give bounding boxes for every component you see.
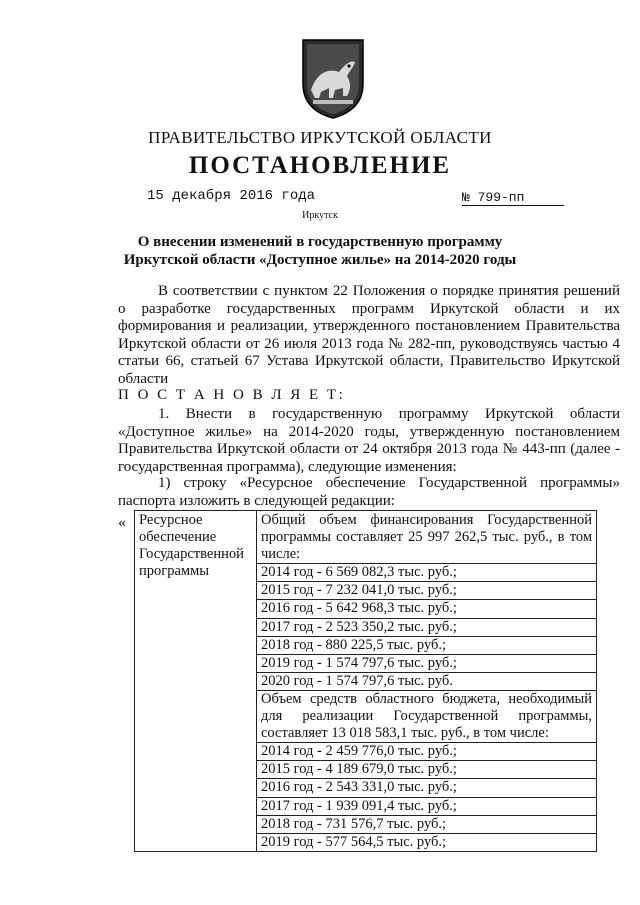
decree-word: П О С Т А Н О В Л Я Е Т: (118, 387, 346, 403)
total-year-row: 2020 год - 1 574 797,6 тыс. руб. (257, 673, 596, 691)
government-name: ПРАВИТЕЛЬСТВО ИРКУТСКОЙ ОБЛАСТИ (148, 128, 492, 147)
resource-label-cell (135, 511, 257, 852)
document-subject: О внесении изменений в государственную программу Иркутской области «Доступное жилье» на 2014-2020 годы (123, 234, 517, 268)
preamble-paragraph: В соответствии с пунктом 22 Положения о порядке принятия решений о разработке государственных программ Иркутской области и их формирования и реализации, утвержденного постановлением Правительства Иркутской области от 26 июля 2013 года № 282-пп, руководствуясь частью 4 статьи 66, статьей 67 Устава Иркутской области, Правительство Иркутской области (118, 283, 620, 387)
regional-year-row: 2016 год - 2 543 331,0 тыс. руб.; (257, 779, 596, 797)
regional-year-row: 2014 год - 2 459 776,0 тыс. руб.; (257, 743, 596, 761)
total-year-row: 2018 год - 880 225,5 тыс. руб.; (257, 637, 596, 655)
item-1-paragraph: 1. Внести в государственную программу Иркутской области «Доступное жилье» на 2014-2020 годы, утвержденную постановлением Правительства Иркутской области от 24 октября 2013 года № 443-пп (далее - государственная программа), следующие изменения: (118, 406, 620, 475)
document-date: 15 декабря 2016 года (147, 188, 316, 204)
total-year-row: 2017 год - 2 523 350,2 тыс. руб.; (257, 619, 596, 637)
coat-of-arms-emblem-icon (299, 38, 367, 120)
regional-year-row: 2019 год - 577 564,5 тыс. руб.; (261, 833, 447, 850)
resource-table (134, 510, 597, 852)
document-type-title: ПОСТАНОВЛЕНИЕ (188, 152, 452, 179)
resource-value-cell (257, 511, 597, 852)
regional-year-row: 2015 год - 4 189 679,0 тыс. руб.; (257, 761, 596, 779)
total-year-row: 2015 год - 7 232 041,0 тыс. руб.; (257, 582, 596, 600)
opening-quote: « (118, 514, 126, 531)
regional-year-row: 2017 год - 1 939 091,4 тыс. руб.; (257, 798, 596, 816)
total-year-row: 2014 год - 6 569 082,3 тыс. руб.; (257, 564, 596, 582)
total-year-row: 2019 год - 1 574 797,6 тыс. руб.; (257, 655, 596, 673)
regional-year-row: 2018 год - 731 576,7 тыс. руб.; (257, 816, 596, 834)
document-city: Иркутск (302, 210, 338, 221)
regional-intro: Объем средств областного бюджета, необходимый для реализации Государственной программы, составляет 13 018 583,1 тыс. руб., в том числе: (257, 691, 596, 743)
document-number: № 799-пп (462, 190, 564, 206)
item-1-1-paragraph: 1) строку «Ресурсное обеспечение Государственной программы» паспорта изложить в следующей редакции: (118, 475, 620, 509)
resource-label: Ресурсное обеспечение Государственной программы (139, 512, 244, 580)
total-intro: Общий объем финансирования Государственной программы составляет 25 997 262,5 тыс. руб., в том числе: (257, 512, 596, 564)
total-year-row: 2016 год - 5 642 968,3 тыс. руб.; (257, 600, 596, 618)
